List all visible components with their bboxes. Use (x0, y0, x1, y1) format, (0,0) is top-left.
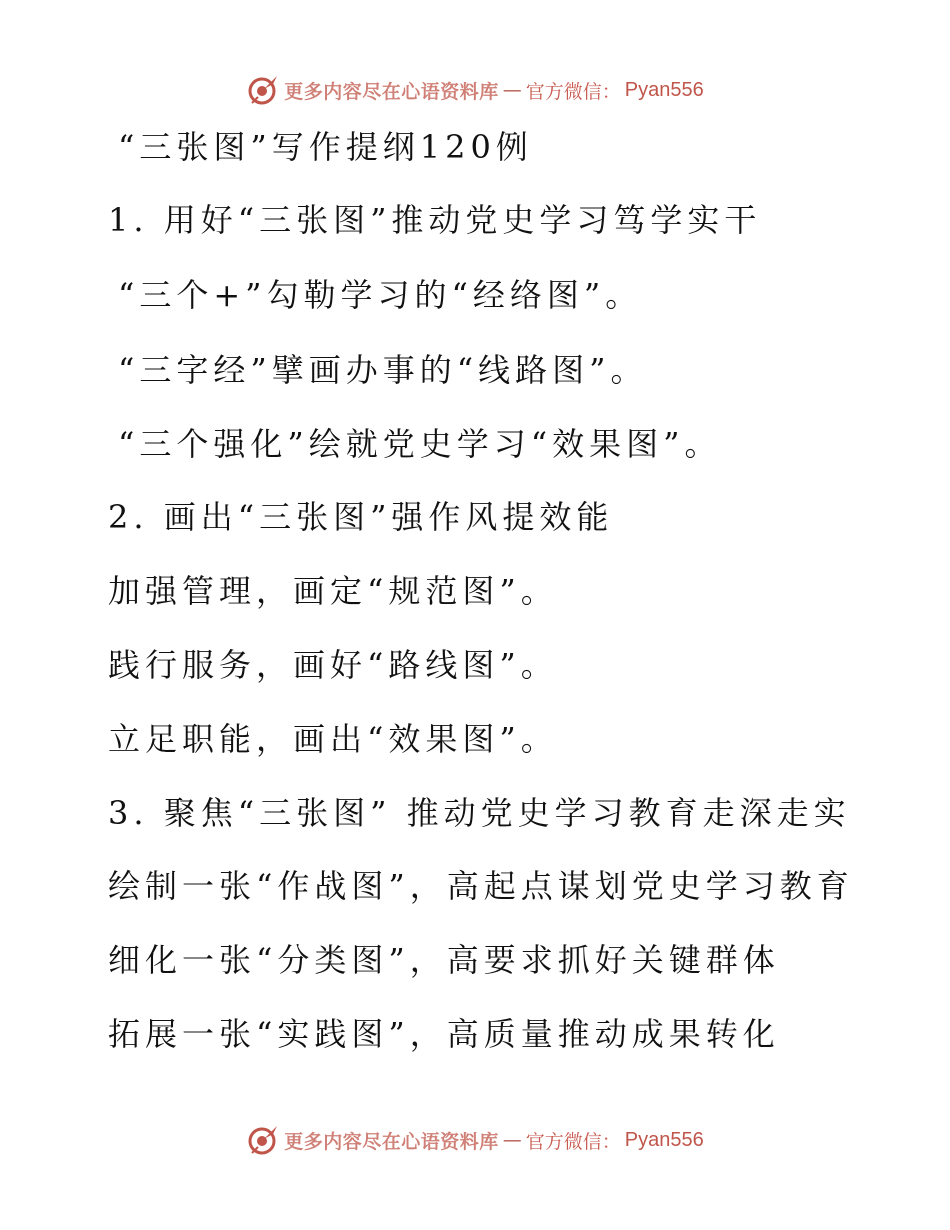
text-line: 立足职能，画出“效果图”。 (108, 720, 558, 758)
banner-site-text: 更多内容尽在心语资料库 (284, 80, 499, 103)
text-line: “三个强化”绘就党史学习“效果图”。 (118, 425, 722, 463)
banner-site-text: 更多内容尽在心语资料库 (284, 1130, 499, 1153)
banner-separator: — (502, 1129, 522, 1151)
banner-wechat-label: 官方微信： (525, 1130, 621, 1153)
text-line: 加强管理，画定“规范图”。 (108, 572, 558, 610)
section-heading-3: 3. 聚焦“三张图” 推动党史学习教育走深走实 (108, 794, 851, 832)
text-line: 细化一张“分类图”，高要求抓好关键群体 (108, 941, 780, 979)
header-banner (0, 70, 950, 110)
section-heading-1: 1. 用好“三张图”推动党史学习笃学实干 (108, 201, 762, 239)
banner-wechat-label: 官方微信： (525, 80, 621, 103)
banner-wechat-id: Pyan556 (624, 78, 704, 101)
document-title: “三张图”写作提纲120例 (118, 128, 533, 166)
text-line: “三个+”勾勒学习的“经络图”。 (118, 276, 643, 314)
text-line: 绘制一张“作战图”，高起点谋划党史学习教育 (108, 867, 854, 905)
banner-separator: — (502, 79, 522, 101)
quill-logo-icon (246, 73, 280, 107)
text-line: “三字经”擘画办事的“线路图”。 (118, 351, 648, 389)
quill-logo-icon (246, 1123, 280, 1157)
footer-banner (0, 1120, 950, 1160)
section-heading-2: 2. 画出“三张图”强作风提效能 (108, 498, 614, 536)
text-line: 拓展一张“实践图”，高质量推动成果转化 (108, 1015, 780, 1053)
text-line: 践行服务，画好“路线图”。 (108, 646, 558, 684)
banner-wechat-id: Pyan556 (624, 1128, 704, 1151)
